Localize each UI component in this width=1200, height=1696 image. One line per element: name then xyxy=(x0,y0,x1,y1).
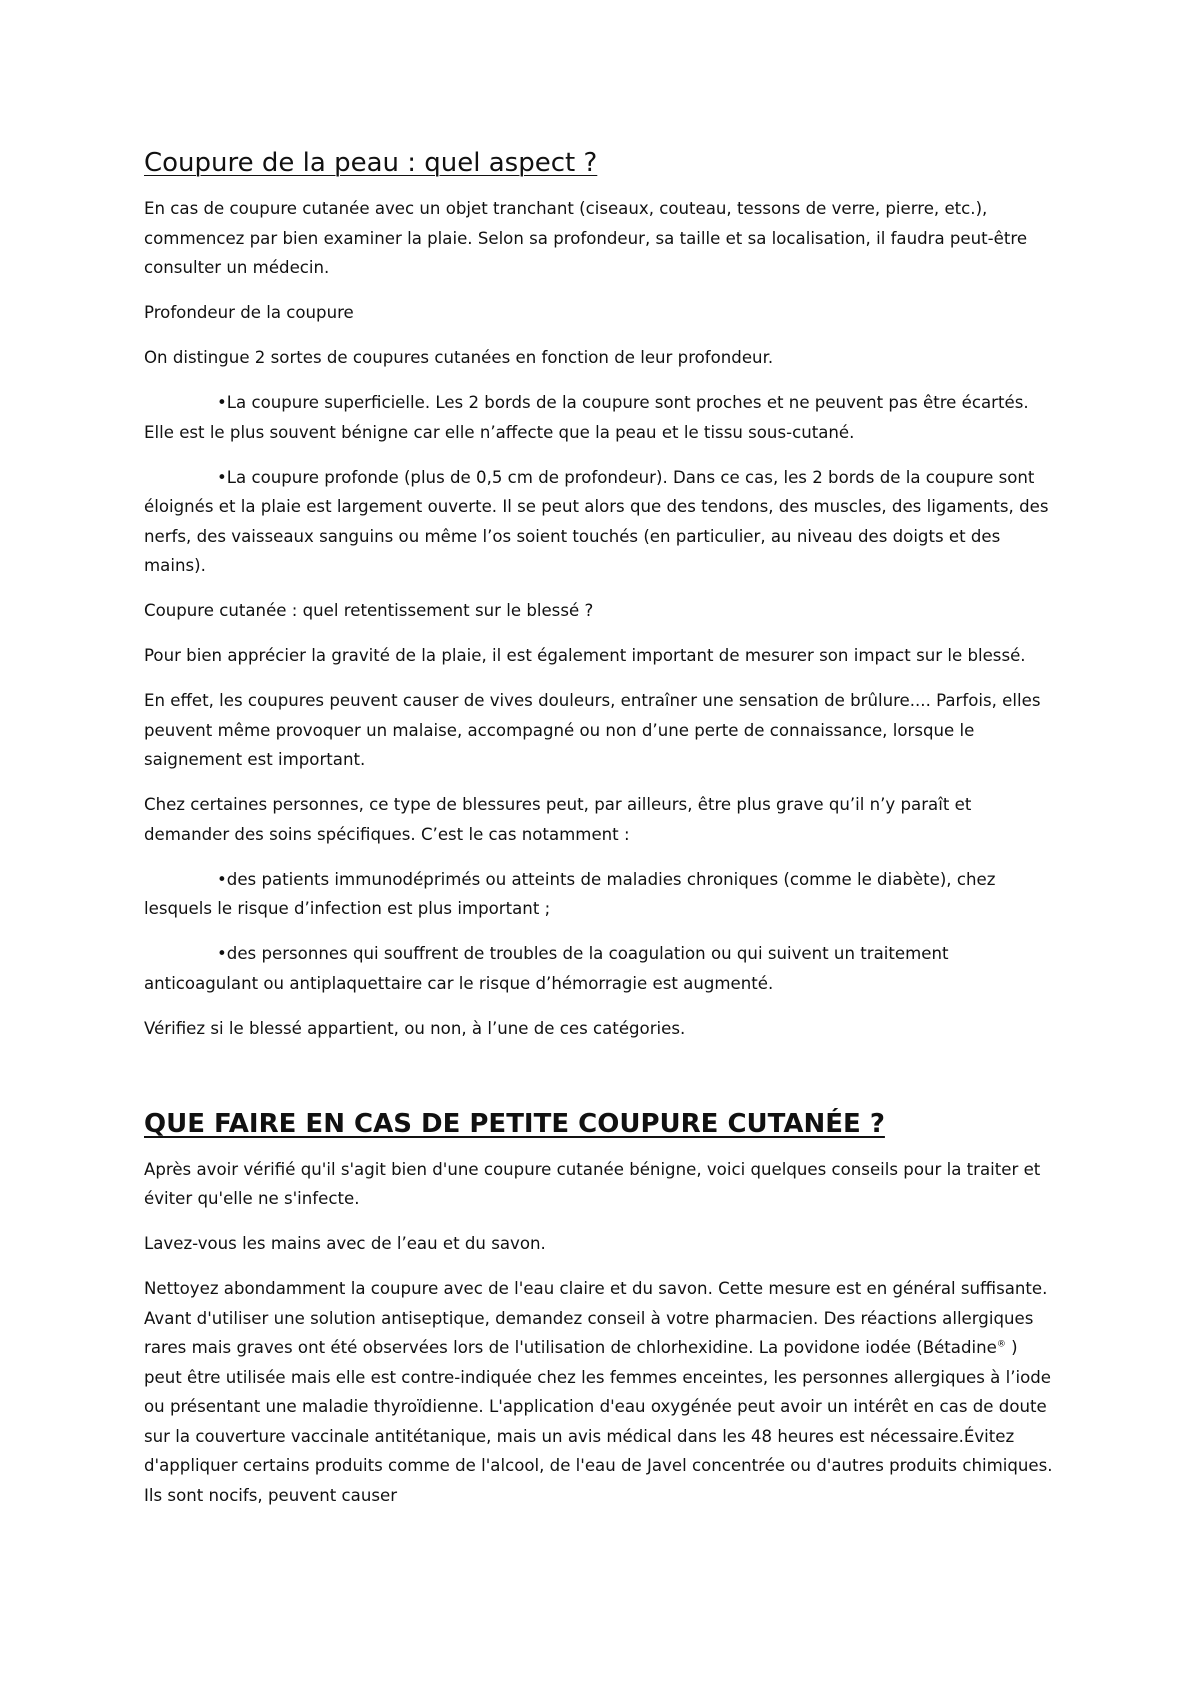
bullet-icon: • xyxy=(217,393,227,412)
impact-paragraph-2: En effet, les coupures peuvent causer de vives douleurs, entraîner une sensation de brûlure.... Parfois, elles peuvent même provoquer un malaise, accompagné ou non d’une perte de connaissance, lorsque le saignement est important. xyxy=(144,691,1041,769)
depth-intro-paragraph: On distingue 2 sortes de coupures cutanées en fonction de leur profondeur. xyxy=(144,348,774,367)
bullet-icon: • xyxy=(217,944,227,963)
closing-paragraph: Vérifiez si le blessé appartient, ou non, à l’une de ces catégories. xyxy=(144,1018,686,1038)
depth-bullet-superficial xyxy=(144,388,1054,447)
risk-bullet-coagulation xyxy=(144,939,1054,998)
registered-mark: ® xyxy=(996,1339,1006,1350)
step-wash-hands: Lavez-vous les mains avec de l’eau et du savon. xyxy=(144,1234,546,1253)
bullet-text: des personnes qui souffrent de troubles de la coagulation ou qui suivent un traitement anticoagulant ou antiplaquettaire car le risque d’hémorragie est augmenté. xyxy=(144,944,949,993)
impact-paragraph-1: Pour bien apprécier la gravité de la plaie, il est également important de mesurer son impact sur le blessé. xyxy=(144,646,1026,665)
bullet-text: La coupure profonde (plus de 0,5 cm de profondeur). Dans ce cas, les 2 bords de la coupure sont éloignés et la plaie est largement ouverte. Il se peut alors que des tendons, des muscles, des ligaments, des nerfs, des vaisseaux sanguins ou même l’os soient touchés (en particulier, au niveau des doigts et des mains). xyxy=(144,467,1049,575)
document-page xyxy=(144,146,1054,1526)
impact-paragraph-3: Chez certaines personnes, ce type de blessures peut, par ailleurs, être plus grave qu’il n’y paraît et demander des soins spécifiques. C’est le cas notamment : xyxy=(144,795,972,844)
subheading-impact: Coupure cutanée : quel retentissement sur le blessé ? xyxy=(144,601,594,620)
intro-paragraph: En cas de coupure cutanée avec un objet tranchant (ciseaux, couteau, tessons de verre, pierre, etc.), commencez par bien examiner la plaie. Selon sa profondeur, sa taille et sa localisation, il faudra peut-être consulter un médecin. xyxy=(144,199,1028,277)
bullet-text: des patients immunodéprimés ou atteints de maladies chroniques (comme le diabète), chez lesquels le risque d’infection est plus important ; xyxy=(144,869,996,918)
section-title-aspect: Coupure de la peau : quel aspect ? xyxy=(144,148,598,178)
step-clean-wound xyxy=(144,1274,1054,1510)
advice-intro-paragraph: Après avoir vérifié qu'il s'agit bien d'une coupure cutanée bénigne, voici quelques conseils pour la traiter et éviter qu'elle ne s'infecte. xyxy=(144,1159,1041,1208)
step-clean-wound-text-a: Nettoyez abondamment la coupure avec de l'eau claire et du savon. Cette mesure est en général suffisante. Avant d'utiliser une solution antiseptique, demandez conseil à votre pharmacien. Des réactions allergiques rares mais graves ont été observées lors de l'utilisation de chlorhexidine. La povidone iodée (Bétadine xyxy=(144,1279,1048,1357)
bullet-icon: • xyxy=(217,467,227,487)
step-clean-wound-text-b: ) peut être utilisée mais elle est contre-indiquée chez les femmes enceintes, les personnes allergiques à l’iode ou présentant une maladie thyroïdienne. L'application d'eau oxygénée peut avoir un intérêt en cas de doute sur la couverture vaccinale antitétanique, mais un avis médical dans les 48 heures est nécessaire.Évitez d'appliquer certains produits comme de l'alcool, de l'eau de Javel concentrée ou d'autres produits chimiques. Ils sont nocifs, peuvent causer xyxy=(144,1338,1053,1505)
subheading-depth: Profondeur de la coupure xyxy=(144,303,354,322)
section-spacer xyxy=(144,1059,1054,1107)
depth-bullet-deep xyxy=(144,463,1054,581)
bullet-text: La coupure superficielle. Les 2 bords de la coupure sont proches et ne peuvent pas être écartés. Elle est le plus souvent bénigne car elle n’affecte que la peau et le tissu sous-cutané. xyxy=(144,393,1029,442)
section-title-what-to-do: QUE FAIRE EN CAS DE PETITE COUPURE CUTANÉE ? xyxy=(144,1108,885,1139)
bullet-icon: • xyxy=(217,869,227,889)
risk-bullet-immunodepressed xyxy=(144,865,1054,924)
